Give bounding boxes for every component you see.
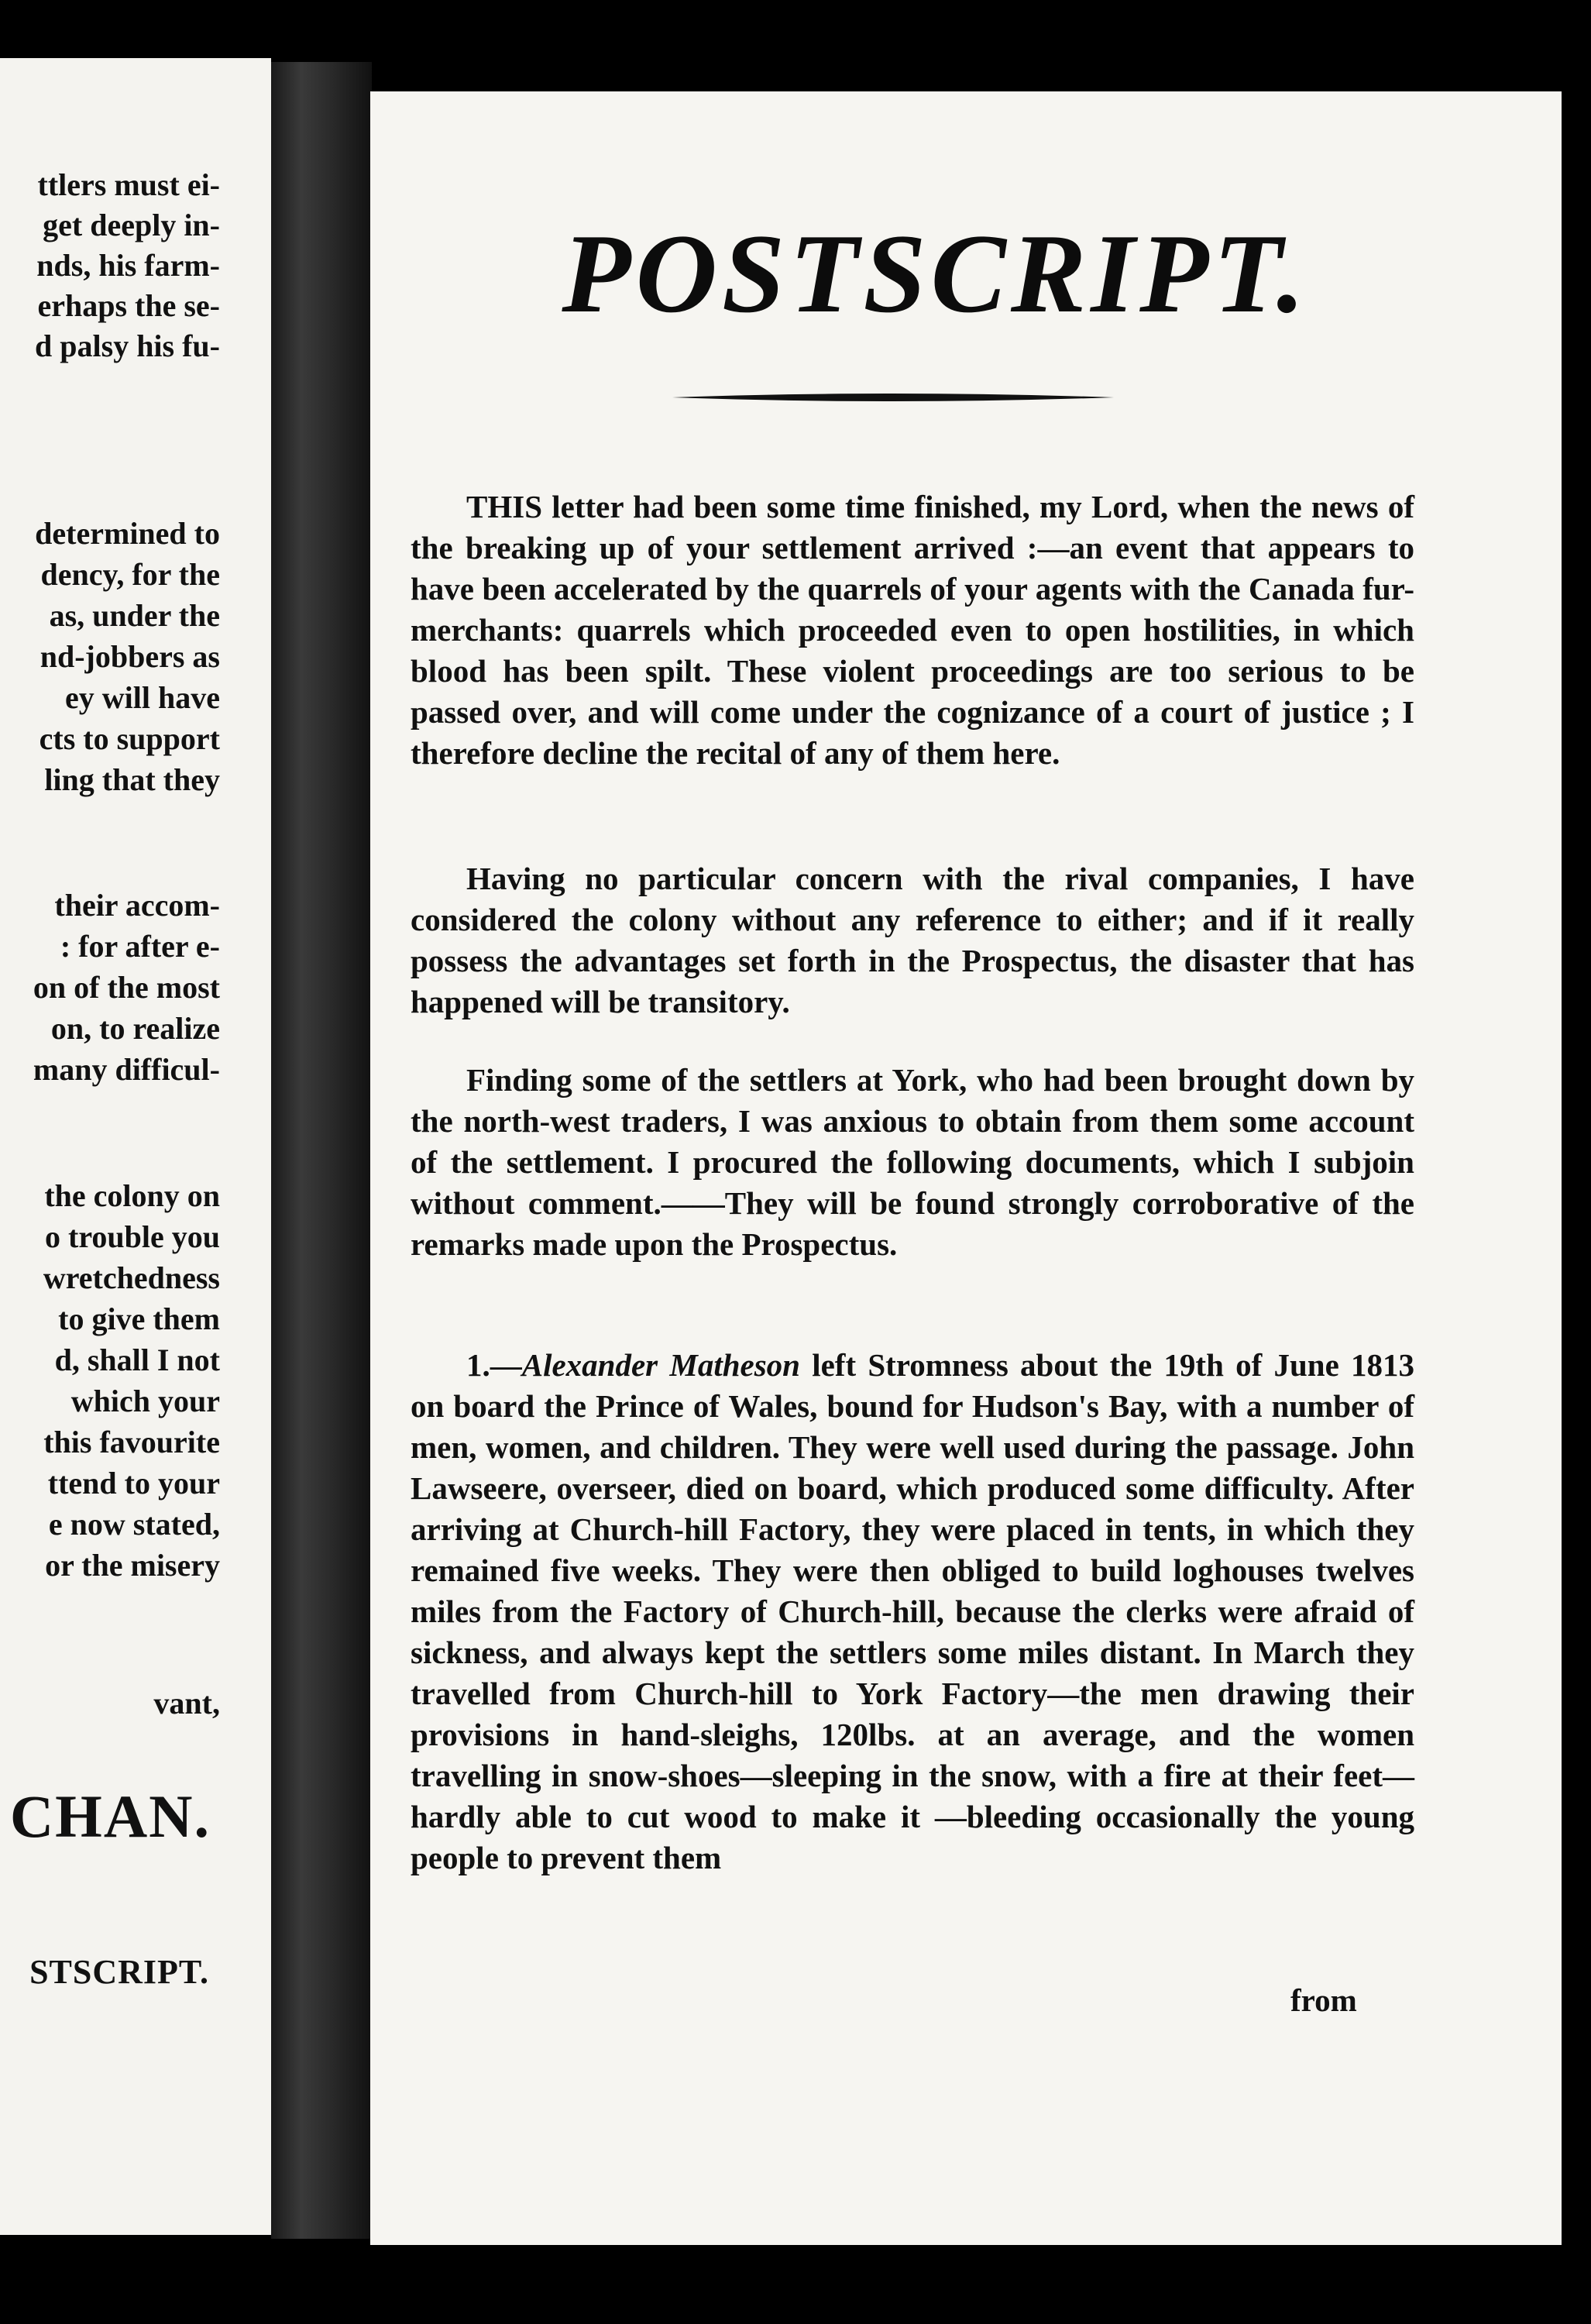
left-line: d, shall I not xyxy=(54,1342,220,1377)
left-line: many difficul- xyxy=(33,1052,220,1087)
book-gutter xyxy=(271,62,372,2239)
left-line: as, under the xyxy=(49,598,220,633)
left-line: on, to realize xyxy=(50,1011,220,1046)
left-line: on of the most xyxy=(33,970,220,1005)
paragraph-2 xyxy=(411,858,1414,1023)
left-line: nds, his farm- xyxy=(36,248,220,283)
catchword: from xyxy=(1290,1982,1357,2018)
left-line: ttlers must ei- xyxy=(37,167,220,202)
left-line: d palsy his fu- xyxy=(35,328,220,363)
person-name: Alexander Matheson xyxy=(521,1347,800,1383)
item-number: 1.— xyxy=(466,1347,522,1383)
decorative-rule xyxy=(672,392,1114,403)
left-line: this favourite xyxy=(43,1425,220,1459)
paragraph-4-body: left Stromness about the 19th of June 1813 on board the Prince of Wales, bound for Hudson's Bay, with a number of men, women, and children. They were well used during the passage. John Lawseere, overseer, died on board, which produced some difficulty. After arriving at Church-hill Factory, they were placed in tents, in which they remained five weeks. They were then obliged to build loghouses twelves miles from the Factory of Church-hill, because the clerks were afraid of sickness, and always kept the settlers some miles distant. In March they travelled from Church-hill to York Factory—the men drawing their provisions in hand-sleighs, 120lbs. at an average, and the women travelling in snow-shoes—sleeping in the snow, with a fire at their feet—hardly able to cut wood to make it —bleeding occasionally the young people to prevent them xyxy=(411,1347,1415,1875)
left-line: ttend to your xyxy=(47,1466,220,1501)
left-line: or the misery xyxy=(45,1548,220,1583)
left-line: which your xyxy=(70,1384,220,1418)
left-line: determined to xyxy=(35,516,220,551)
paragraph-4-text xyxy=(411,1345,1414,1879)
left-closing: vant, xyxy=(153,1686,220,1721)
previous-page-fragment xyxy=(0,58,271,2235)
paragraph-4 xyxy=(411,1345,1414,1879)
left-line: dency, for the xyxy=(40,557,220,592)
left-line: to give them xyxy=(58,1301,220,1336)
paragraph-3-text: Finding some of the settlers at York, who had been brought down by the north-west traders, I was anxious to obtain from them some account of the settlement. I procured the following documents, which I subjoin without comment.——They will be found strongly corroborative of the remarks made upon the Prospectus. xyxy=(411,1062,1414,1262)
left-line: their accom- xyxy=(54,888,220,923)
left-line: ey will have xyxy=(65,680,220,715)
left-line: e now stated, xyxy=(48,1507,220,1542)
paragraph-2-text: Having no particular concern with the rival companies, I have considered the colony without any reference to either; and if it really possess the advantages set forth in the Prospectus, the disaster that has happened will be transitory. xyxy=(411,861,1414,1019)
left-line: : for after e- xyxy=(60,929,220,964)
postscript-page xyxy=(370,91,1562,2245)
left-line: nd-jobbers as xyxy=(40,639,220,674)
left-signature: CHAN. xyxy=(9,1783,211,1850)
paragraph-1 xyxy=(411,486,1414,774)
left-line: erhaps the se- xyxy=(37,288,220,323)
left-line: cts to support xyxy=(39,721,220,756)
left-footer: STSCRIPT. xyxy=(29,1953,209,1991)
left-line: wretchedness xyxy=(43,1260,220,1295)
left-line: o trouble you xyxy=(45,1219,220,1254)
left-line: get deeply in- xyxy=(43,208,220,242)
left-line: ling that they xyxy=(44,762,220,797)
paragraph-3 xyxy=(411,1060,1414,1265)
page-title: POSTSCRIPT. xyxy=(562,211,1310,336)
left-line: the colony on xyxy=(44,1178,220,1213)
paragraph-1-text: THIS letter had been some time finished, my Lord, when the news of the breaking up of your settlement arrived :—an event that appears to have been accelerated by the quarrels of your agents with the Canada fur-merchants: quarrels which proceeded even to open hostilities, in which blood has been spilt. These violent proceedings are too serious to be passed over, and will come under the cognizance of a court of justice ; I therefore decline the recital of any of them here. xyxy=(411,489,1414,771)
